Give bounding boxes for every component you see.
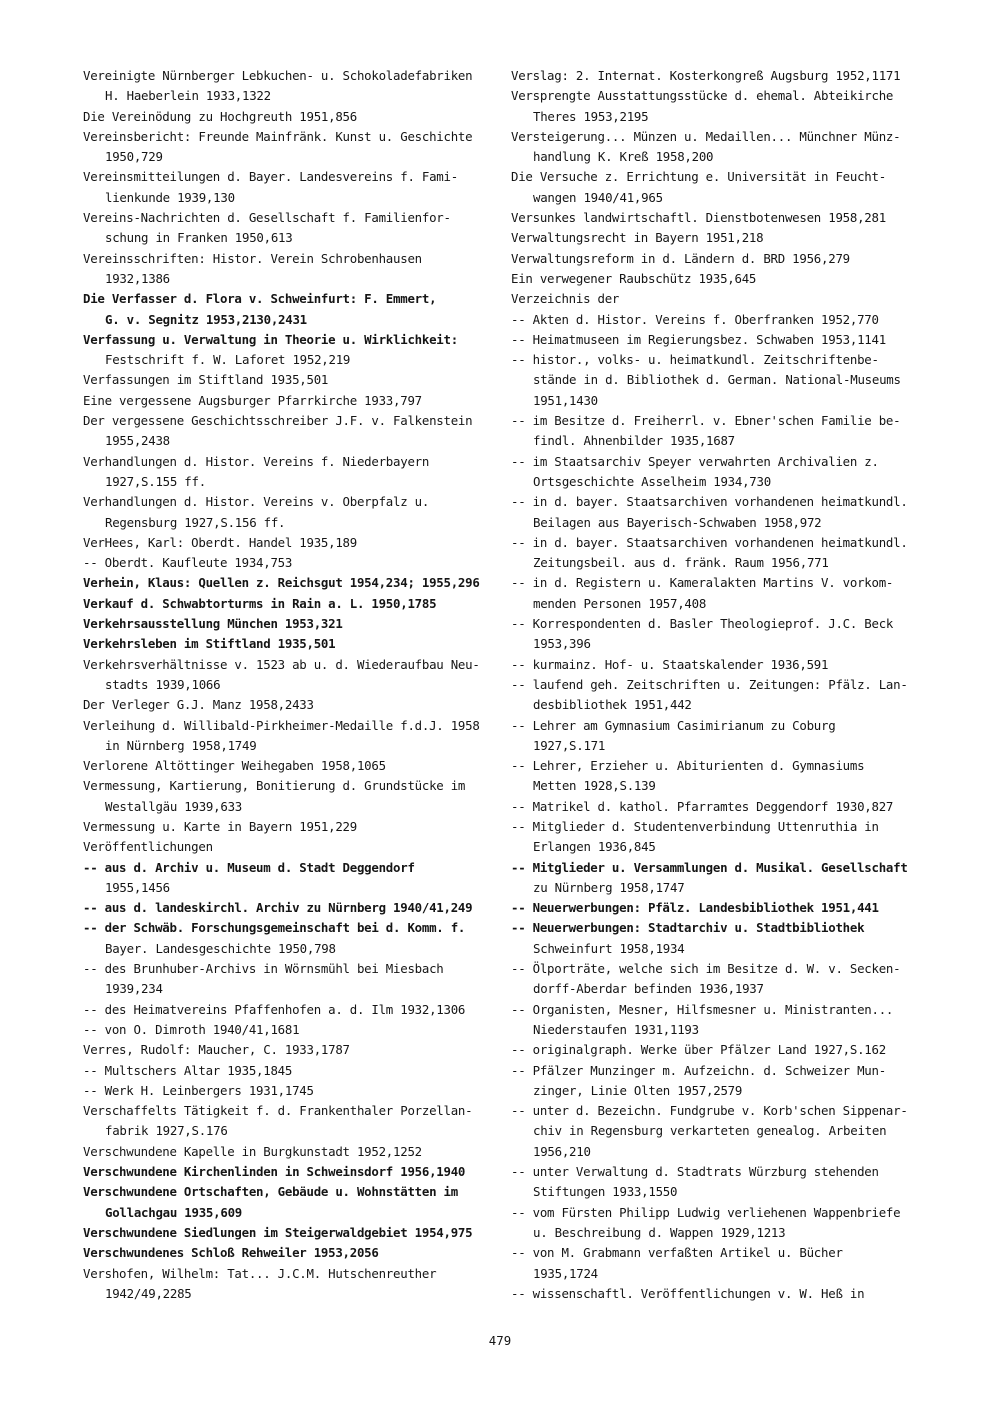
index-entry-continuation: 1950,729 xyxy=(105,149,163,165)
index-entry-continuation: dorff-Aberdar befinden 1936,1937 xyxy=(533,981,764,997)
right-column xyxy=(511,66,931,1304)
index-entry-continuation: menden Personen 1957,408 xyxy=(533,595,707,611)
index-entry-continuation: H. Haeberlein 1933,1322 xyxy=(105,88,271,104)
index-entry: -- Neuerwerbungen: Pfälz. Landesbibliothek 1951,441 xyxy=(511,900,879,916)
index-entry-continuation: 1953,396 xyxy=(533,636,591,652)
index-entry: Die Vereinödung zu Hochgreuth 1951,856 xyxy=(83,108,357,124)
index-entry: Verschwundene Kapelle in Burgkunstadt 1952,1252 xyxy=(83,1143,422,1159)
index-entry: Veröffentlichungen xyxy=(83,839,213,855)
index-entry-continuation: Metten 1928,S.139 xyxy=(533,778,656,794)
left-column xyxy=(83,66,488,1304)
index-entry-continuation: G. v. Segnitz 1953,2130,2431 xyxy=(105,311,307,327)
index-entry: -- wissenschaftl. Veröffentlichungen v. W. Heß in xyxy=(511,1285,865,1301)
index-entry: -- Oberdt. Kaufleute 1934,753 xyxy=(83,555,293,571)
index-entry: Verhandlungen d. Histor. Vereins v. Oberpfalz u. xyxy=(83,494,430,510)
index-entry: Verlorene Altöttinger Weihegaben 1958,1065 xyxy=(83,758,386,774)
index-entry: Vershofen, Wilhelm: Tat... J.C.M. Hutschenreuther xyxy=(83,1265,437,1281)
index-entry: -- in d. bayer. Staatsarchiven vorhandenen heimatkundl. xyxy=(511,494,908,510)
index-entry: Verschwundenes Schloß Rehweiler 1953,2056 xyxy=(83,1245,379,1261)
index-entry-continuation: Westallgäu 1939,633 xyxy=(105,798,242,814)
index-entry-continuation: 1927,S.171 xyxy=(533,737,606,753)
index-entry-continuation: 1935,1724 xyxy=(533,1265,598,1281)
index-entry: -- unter d. Bezeichn. Fundgrube v. Korb'schen Sippenar- xyxy=(511,1103,908,1119)
index-entry: Die Verfasser d. Flora v. Schweinfurt: F. Emmert, xyxy=(83,291,437,307)
index-entry-continuation: desbibliothek 1951,442 xyxy=(533,697,692,713)
index-entry: Verhandlungen d. Histor. Vereins f. Niederbayern xyxy=(83,453,430,469)
index-entry-continuation: Erlangen 1936,845 xyxy=(533,839,656,855)
index-entry: Verkehrsausstellung München 1953,321 xyxy=(83,616,343,632)
index-entry: -- Matrikel d. kathol. Pfarramtes Deggendorf 1930,827 xyxy=(511,798,894,814)
index-entry-continuation: Niederstaufen 1931,1193 xyxy=(533,1021,699,1037)
index-entry-continuation: 1955,2438 xyxy=(105,433,170,449)
index-entry: VerHees, Karl: Oberdt. Handel 1935,189 xyxy=(83,534,357,550)
index-entry: Verwaltungsreform in d. Ländern d. BRD 1956,279 xyxy=(511,250,850,266)
index-entry: Verschwundene Kirchenlinden in Schweinsdorf 1956,1940 xyxy=(83,1164,466,1180)
index-entry: Verschaffelts Tätigkeit f. d. Frankenthaler Porzellan- xyxy=(83,1103,473,1119)
index-entry: Vereins-Nachrichten d. Gesellschaft f. Familienfor- xyxy=(83,210,451,226)
index-entry: -- im Staatsarchiv Speyer verwahrten Archivalien z. xyxy=(511,453,879,469)
index-entry-continuation: Stiftungen 1933,1550 xyxy=(533,1184,678,1200)
index-entry: Verschwundene Siedlungen im Steigerwaldgebiet 1954,975 xyxy=(83,1224,473,1240)
index-entry: Verkehrsverhältnisse v. 1523 ab u. d. Wiederaufbau Neu- xyxy=(83,656,480,672)
index-entry: Verkehrsleben im Stiftland 1935,501 xyxy=(83,636,336,652)
index-entry: Vereinsmitteilungen d. Bayer. Landesvereins f. Fami- xyxy=(83,169,458,185)
index-entry: Vereinsbericht: Freunde Mainfränk. Kunst u. Geschichte xyxy=(83,128,473,144)
index-entry: -- von O. Dimroth 1940/41,1681 xyxy=(83,1021,300,1037)
index-entry: Ein verwegener Raubschütz 1935,645 xyxy=(511,270,757,286)
index-entry-continuation: stände in d. Bibliothek d. German. National-Museums xyxy=(533,372,901,388)
index-entry: Die Versuche z. Errichtung e. Universität in Feucht- xyxy=(511,169,886,185)
index-entry-continuation: Theres 1953,2195 xyxy=(533,108,649,124)
index-entry-continuation: findl. Ahnenbilder 1935,1687 xyxy=(533,433,735,449)
index-entry-continuation: wangen 1940/41,965 xyxy=(533,189,663,205)
index-entry: -- histor., volks- u. heimatkundl. Zeitschriftenbe- xyxy=(511,352,879,368)
index-entry: Vereinigte Nürnberger Lebkuchen- u. Schokoladefabriken xyxy=(83,68,473,83)
index-entry: Vermessung, Kartierung, Bonitierung d. Grundstücke im xyxy=(83,778,466,794)
index-entry: Der Verleger G.J. Manz 1958,2433 xyxy=(83,697,314,713)
index-entry: -- Neuerwerbungen: Stadtarchiv u. Stadtbibliothek xyxy=(511,920,865,936)
index-entry: Verzeichnis der xyxy=(511,291,620,307)
index-entry: Der vergessene Geschichtsschreiber J.F. v. Falkenstein xyxy=(83,413,473,429)
index-entry: -- des Brunhuber-Archivs in Wörnsmühl bei Miesbach xyxy=(83,961,444,977)
index-entry: Verhein, Klaus: Quellen z. Reichsgut 1954,234; 1955,296 xyxy=(83,575,480,591)
index-entry: Versteigerung... Münzen u. Medaillen... Münchner Münz- xyxy=(511,128,901,144)
index-entry: -- Heimatmuseen im Regierungsbez. Schwaben 1953,1141 xyxy=(511,331,886,347)
index-entry: Vermessung u. Karte in Bayern 1951,229 xyxy=(83,818,357,834)
index-entry-continuation: Schweinfurt 1958,1934 xyxy=(533,940,685,956)
index-entry: -- in d. Registern u. Kameralakten Martins V. vorkom- xyxy=(511,575,894,591)
index-entry: -- Multschers Altar 1935,1845 xyxy=(83,1062,293,1078)
index-entry-continuation: Beilagen aus Bayerisch-Schwaben 1958,972 xyxy=(533,514,822,530)
index-entry: Verfassungen im Stiftland 1935,501 xyxy=(83,372,329,388)
index-entry-continuation: fabrik 1927,S.176 xyxy=(105,1123,228,1139)
index-entry: -- vom Fürsten Philipp Ludwig verliehenen Wappenbriefe xyxy=(511,1204,901,1220)
index-entry-continuation: Bayer. Landesgeschichte 1950,798 xyxy=(105,940,336,956)
index-entry: Verres, Rudolf: Maucher, C. 1933,1787 xyxy=(83,1042,350,1058)
index-entry-continuation: in Nürnberg 1958,1749 xyxy=(105,737,257,753)
index-entry: -- Akten d. Histor. Vereins f. Oberfranken 1952,770 xyxy=(511,311,879,327)
index-entry: Versunkes landwirtschaftl. Dienstbotenwesen 1958,281 xyxy=(511,210,886,226)
index-entry: Verleihung d. Willibald-Pirkheimer-Medaille f.d.J. 1958 xyxy=(83,717,480,733)
index-entry: Versprengte Ausstattungsstücke d. ehemal. Abteikirche xyxy=(511,88,894,104)
index-entry-continuation: lienkunde 1939,130 xyxy=(105,189,235,205)
index-entry-continuation: u. Beschreibung d. Wappen 1929,1213 xyxy=(533,1224,786,1240)
index-entry-continuation: 1951,1430 xyxy=(533,392,598,408)
index-entry: -- Mitglieder d. Studentenverbindung Uttenruthia in xyxy=(511,818,879,834)
index-entry-continuation: 1939,234 xyxy=(105,981,163,997)
index-entry-continuation: 1927,S.155 ff. xyxy=(105,473,206,489)
index-entry: -- unter Verwaltung d. Stadtrats Würzburg stehenden xyxy=(511,1164,879,1180)
index-entry: -- aus d. landeskirchl. Archiv zu Nürnberg 1940/41,249 xyxy=(83,900,473,916)
index-entry-continuation: stadts 1939,1066 xyxy=(105,676,221,692)
index-entry-continuation: zu Nürnberg 1958,1747 xyxy=(533,879,685,895)
index-entry: Verwaltungsrecht in Bayern 1951,218 xyxy=(511,230,764,246)
index-entry-continuation: Festschrift f. W. Laforet 1952,219 xyxy=(105,352,351,368)
index-entry: Vereinsschriften: Histor. Verein Schrobenhausen xyxy=(83,250,422,266)
index-entry: -- Pfälzer Munzinger m. Aufzeichn. d. Schweizer Mun- xyxy=(511,1062,886,1078)
index-entry: -- Mitglieder u. Versammlungen d. Musikal. Gesellschaft xyxy=(511,859,908,875)
index-entry: -- im Besitze d. Freiherrl. v. Ebner'schen Familie be- xyxy=(511,413,901,429)
index-entry: -- in d. bayer. Staatsarchiven vorhandenen heimatkundl. xyxy=(511,534,908,550)
index-entry-continuation: 1932,1386 xyxy=(105,270,170,286)
index-entry: -- Lehrer, Erzieher u. Abiturienten d. Gymnasiums xyxy=(511,758,865,774)
index-entry: -- Organisten, Mesner, Hilfsmesner u. Ministranten... xyxy=(511,1001,894,1017)
index-entry: -- aus d. Archiv u. Museum d. Stadt Deggendorf xyxy=(83,859,415,875)
index-entry: Verfassung u. Verwaltung in Theorie u. Wirklichkeit: xyxy=(83,331,458,347)
index-entry: -- originalgraph. Werke über Pfälzer Land 1927,S.162 xyxy=(511,1042,886,1058)
index-entry: -- Korrespondenten d. Basler Theologieprof. J.C. Beck xyxy=(511,616,894,632)
page-number: 479 xyxy=(488,1333,512,1348)
index-entry: -- der Schwäb. Forschungsgemeinschaft bei d. Komm. f. xyxy=(83,920,466,936)
index-entry: -- Werk H. Leinbergers 1931,1745 xyxy=(83,1082,314,1098)
index-entry-continuation: Ortsgeschichte Asselheim 1934,730 xyxy=(533,473,771,489)
index-entry-continuation: 1942/49,2285 xyxy=(105,1285,192,1301)
index-entry: -- Lehrer am Gymnasium Casimirianum zu Coburg xyxy=(511,717,836,733)
index-entry: Verschwundene Ortschaften, Gebäude u. Wohnstätten im xyxy=(83,1184,458,1200)
index-entry-continuation: handlung K. Kreß 1958,200 xyxy=(533,149,714,165)
index-entry-continuation: Gollachgau 1935,609 xyxy=(105,1204,242,1220)
index-entry: -- Ölporträte, welche sich im Besitze d. W. v. Secken- xyxy=(511,961,901,977)
index-entry: -- von M. Grabmann verfaßten Artikel u. Bücher xyxy=(511,1245,843,1261)
index-entry-continuation: Regensburg 1927,S.156 ff. xyxy=(105,514,286,530)
index-entry: Eine vergessene Augsburger Pfarrkirche 1933,797 xyxy=(83,392,422,408)
index-entry: -- kurmainz. Hof- u. Staatskalender 1936,591 xyxy=(511,656,829,672)
index-entry-continuation: 1956,210 xyxy=(533,1143,591,1159)
index-entry: -- des Heimatvereins Pfaffenhofen a. d. Ilm 1932,1306 xyxy=(83,1001,466,1017)
index-entry: Verkauf d. Schwabtorturms in Rain a. L. 1950,1785 xyxy=(83,595,437,611)
index-entry-continuation: schung in Franken 1950,613 xyxy=(105,230,293,246)
index-entry-continuation: zinger, Linie Olten 1957,2579 xyxy=(533,1082,743,1098)
index-entry-continuation: chiv in Regensburg verkarteten genealog. Arbeiten xyxy=(533,1123,887,1139)
index-entry: -- laufend geh. Zeitschriften u. Zeitungen: Pfälz. Lan- xyxy=(511,676,908,692)
index-entry-continuation: 1955,1456 xyxy=(105,879,170,895)
index-entry-continuation: Zeitungsbeil. aus d. fränk. Raum 1956,771 xyxy=(533,555,829,571)
index-entry: Verslag: 2. Internat. Kosterkongreß Augsburg 1952,1171 xyxy=(511,68,901,83)
